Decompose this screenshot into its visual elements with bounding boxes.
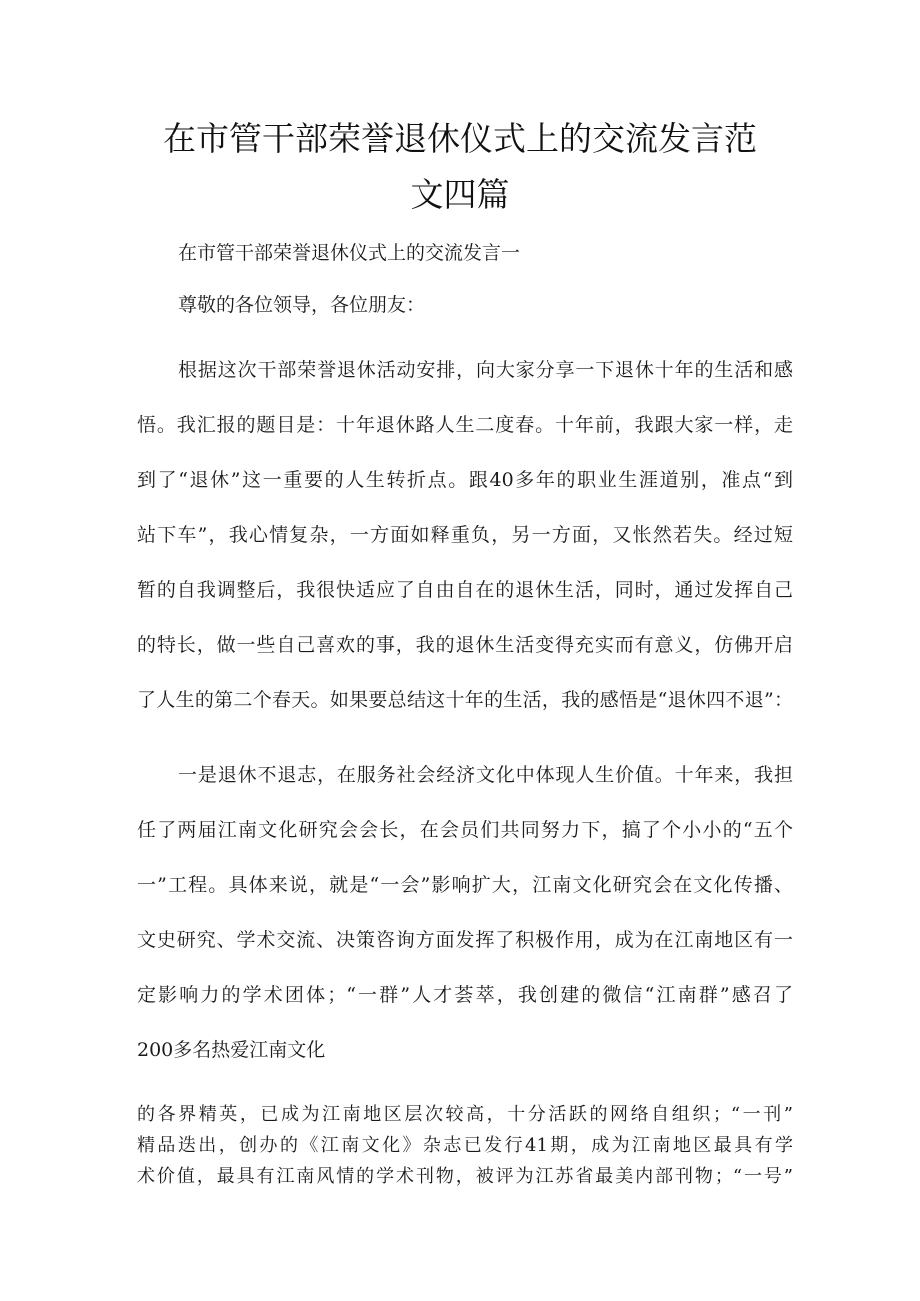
paragraph-3-line: 的各界精英，已成为江南地区层次较高，十分活跃的网络自组织；“一刊” (137, 1104, 793, 1125)
paragraph-2-line: 一是退休不退志，在服务社会经济文化中体现人生价值。十年来，我担 (178, 764, 793, 786)
paragraph-1-line: 暂的自我调整后，我很快适应了自由自在的退休生活，同时，通过发挥自己 (137, 579, 793, 601)
paragraph-1-line: 的特长，做一些自己喜欢的事，我的退休生活变得充实而有意义，仿佛开启 (137, 634, 793, 656)
document-subtitle: 在市管干部荣誉退休仪式上的交流发言一 (178, 242, 521, 264)
paragraph-2-line: 文史研究、学术交流、决策咨询方面发挥了积极作用，成为在江南地区有一 (137, 929, 793, 951)
document-title-line-1: 在市管干部荣誉退休仪式上的交流发言范 (163, 119, 757, 158)
paragraph-2-line: 定影响力的学术团体；“一群”人才荟萃，我创建的微信“江南群”感召了 (137, 984, 793, 1006)
paragraph-3-line: 精品迭出，创办的《江南文化》杂志已发行41期，成为江南地区最具有学 (137, 1135, 793, 1156)
paragraph-1-line: 根据这次干部荣誉退休活动安排，向大家分享一下退休十年的生活和感 (178, 359, 793, 381)
paragraph-1-line: 悟。我汇报的题目是：十年退休路人生二度春。十年前，我跟大家一样，走 (137, 414, 793, 436)
paragraph-2-line: 一”工程。具体来说，就是“一会”影响扩大，江南文化研究会在文化传播、 (137, 874, 793, 896)
paragraph-1-line: 到了“退休”这一重要的人生转折点。跟40多年的职业生涯道别，准点“到 (137, 469, 793, 491)
paragraph-2-line: 任了两届江南文化研究会会长，在会员们共同努力下，搞了个小小的“五个 (137, 819, 793, 841)
paragraph-1-line: 站下车”，我心情复杂，一方面如释重负，另一方面，又怅然若失。经过短 (137, 524, 793, 546)
paragraph-1-line: 了人生的第二个春天。如果要总结这十年的生活，我的感悟是“退休四不退”： (137, 689, 793, 711)
paragraph-3-line: 术价值，最具有江南风情的学术刊物，被评为江苏省最美内部刊物；“一号” (137, 1166, 793, 1187)
document-title-line-2: 文四篇 (410, 175, 510, 214)
paragraph-2-line: 200多名热爱江南文化 (137, 1039, 326, 1061)
salutation: 尊敬的各位领导，各位朋友： (178, 294, 426, 316)
